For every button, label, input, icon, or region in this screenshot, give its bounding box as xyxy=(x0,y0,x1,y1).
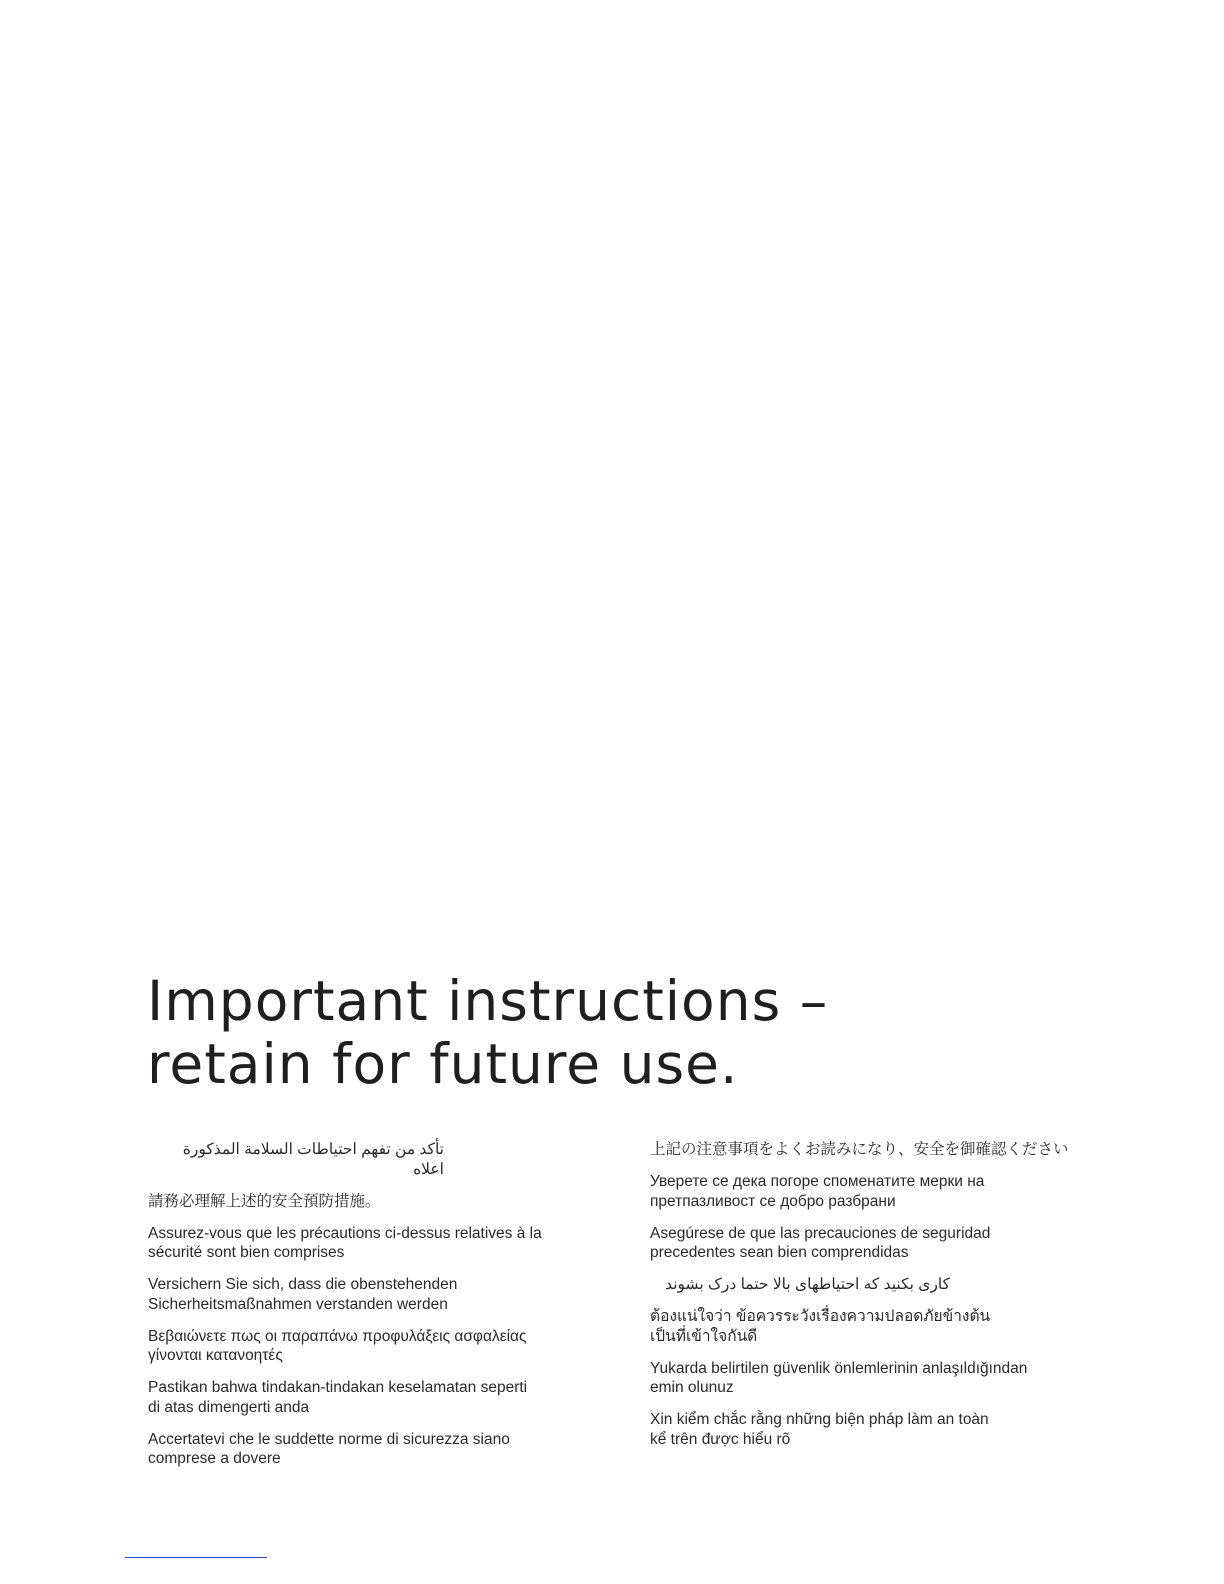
instruction-japanese: 上記の注意事項をよくお読みになり、安全を御確認ください xyxy=(650,1141,1069,1158)
footer-divider xyxy=(125,1557,267,1558)
instruction-turkish: Yukarda belirtilen güvenlik önlemlerinin anlaşıldığından emin olunuz xyxy=(650,1359,1028,1396)
instruction-thai: ต้องแน่ใจว่า ข้อควรระวังเรื่องความปลอดภัยข้างต้น เป็นที่เข้าใจกันดี xyxy=(650,1308,991,1345)
instruction-chinese: 請務必理解上述的安全預防措施。 xyxy=(148,1192,381,1210)
instruction-italian: Accertatevi che le suddette norme di sicurezza siano comprese a dovere xyxy=(148,1430,510,1467)
instruction-spanish: Asegúrese de que las precauciones de seguridad precedentes sean bien comprendidas xyxy=(650,1224,991,1261)
instruction-french: Assurez-vous que les précautions ci-dessus relatives à la sécurité sont bien comprises xyxy=(148,1224,542,1261)
instruction-greek: Βεβαιώνετε πως οι παραπάνω προφυλάξεις ασφαλείας γίνονται κατανοητές xyxy=(148,1327,527,1364)
instruction-german: Versichern Sie sich, dass die obenstehenden Sicherheitsmaßnahmen verstanden werden xyxy=(148,1276,458,1313)
page-title xyxy=(147,970,1047,1096)
instruction-persian: کاری بکنید که احتیاطهای بالا حتما درک بشوند xyxy=(665,1276,950,1293)
instruction-malay: Pastikan bahwa tindakan-tindakan keselamatan seperti di atas dimengerti anda xyxy=(148,1379,528,1416)
instruction-vietnamese: Xin kiểm chắc rằng những biện pháp làm an toàn kể trên được hiểu rõ xyxy=(650,1411,989,1448)
page-title-line-1: Important instructions – xyxy=(147,969,829,1033)
instruction-bulgarian: Уверете се дека погоре споменатите мерки на претпазливост се добро разбрани xyxy=(650,1173,985,1210)
page-title-line-2: retain for future use. xyxy=(147,1032,739,1096)
instruction-arabic: تأكد من تفهم احتياطات السلامة المذكورة اعلاه xyxy=(182,1141,444,1178)
left-language-column xyxy=(148,1140,598,1481)
right-language-column xyxy=(650,1140,1090,1462)
